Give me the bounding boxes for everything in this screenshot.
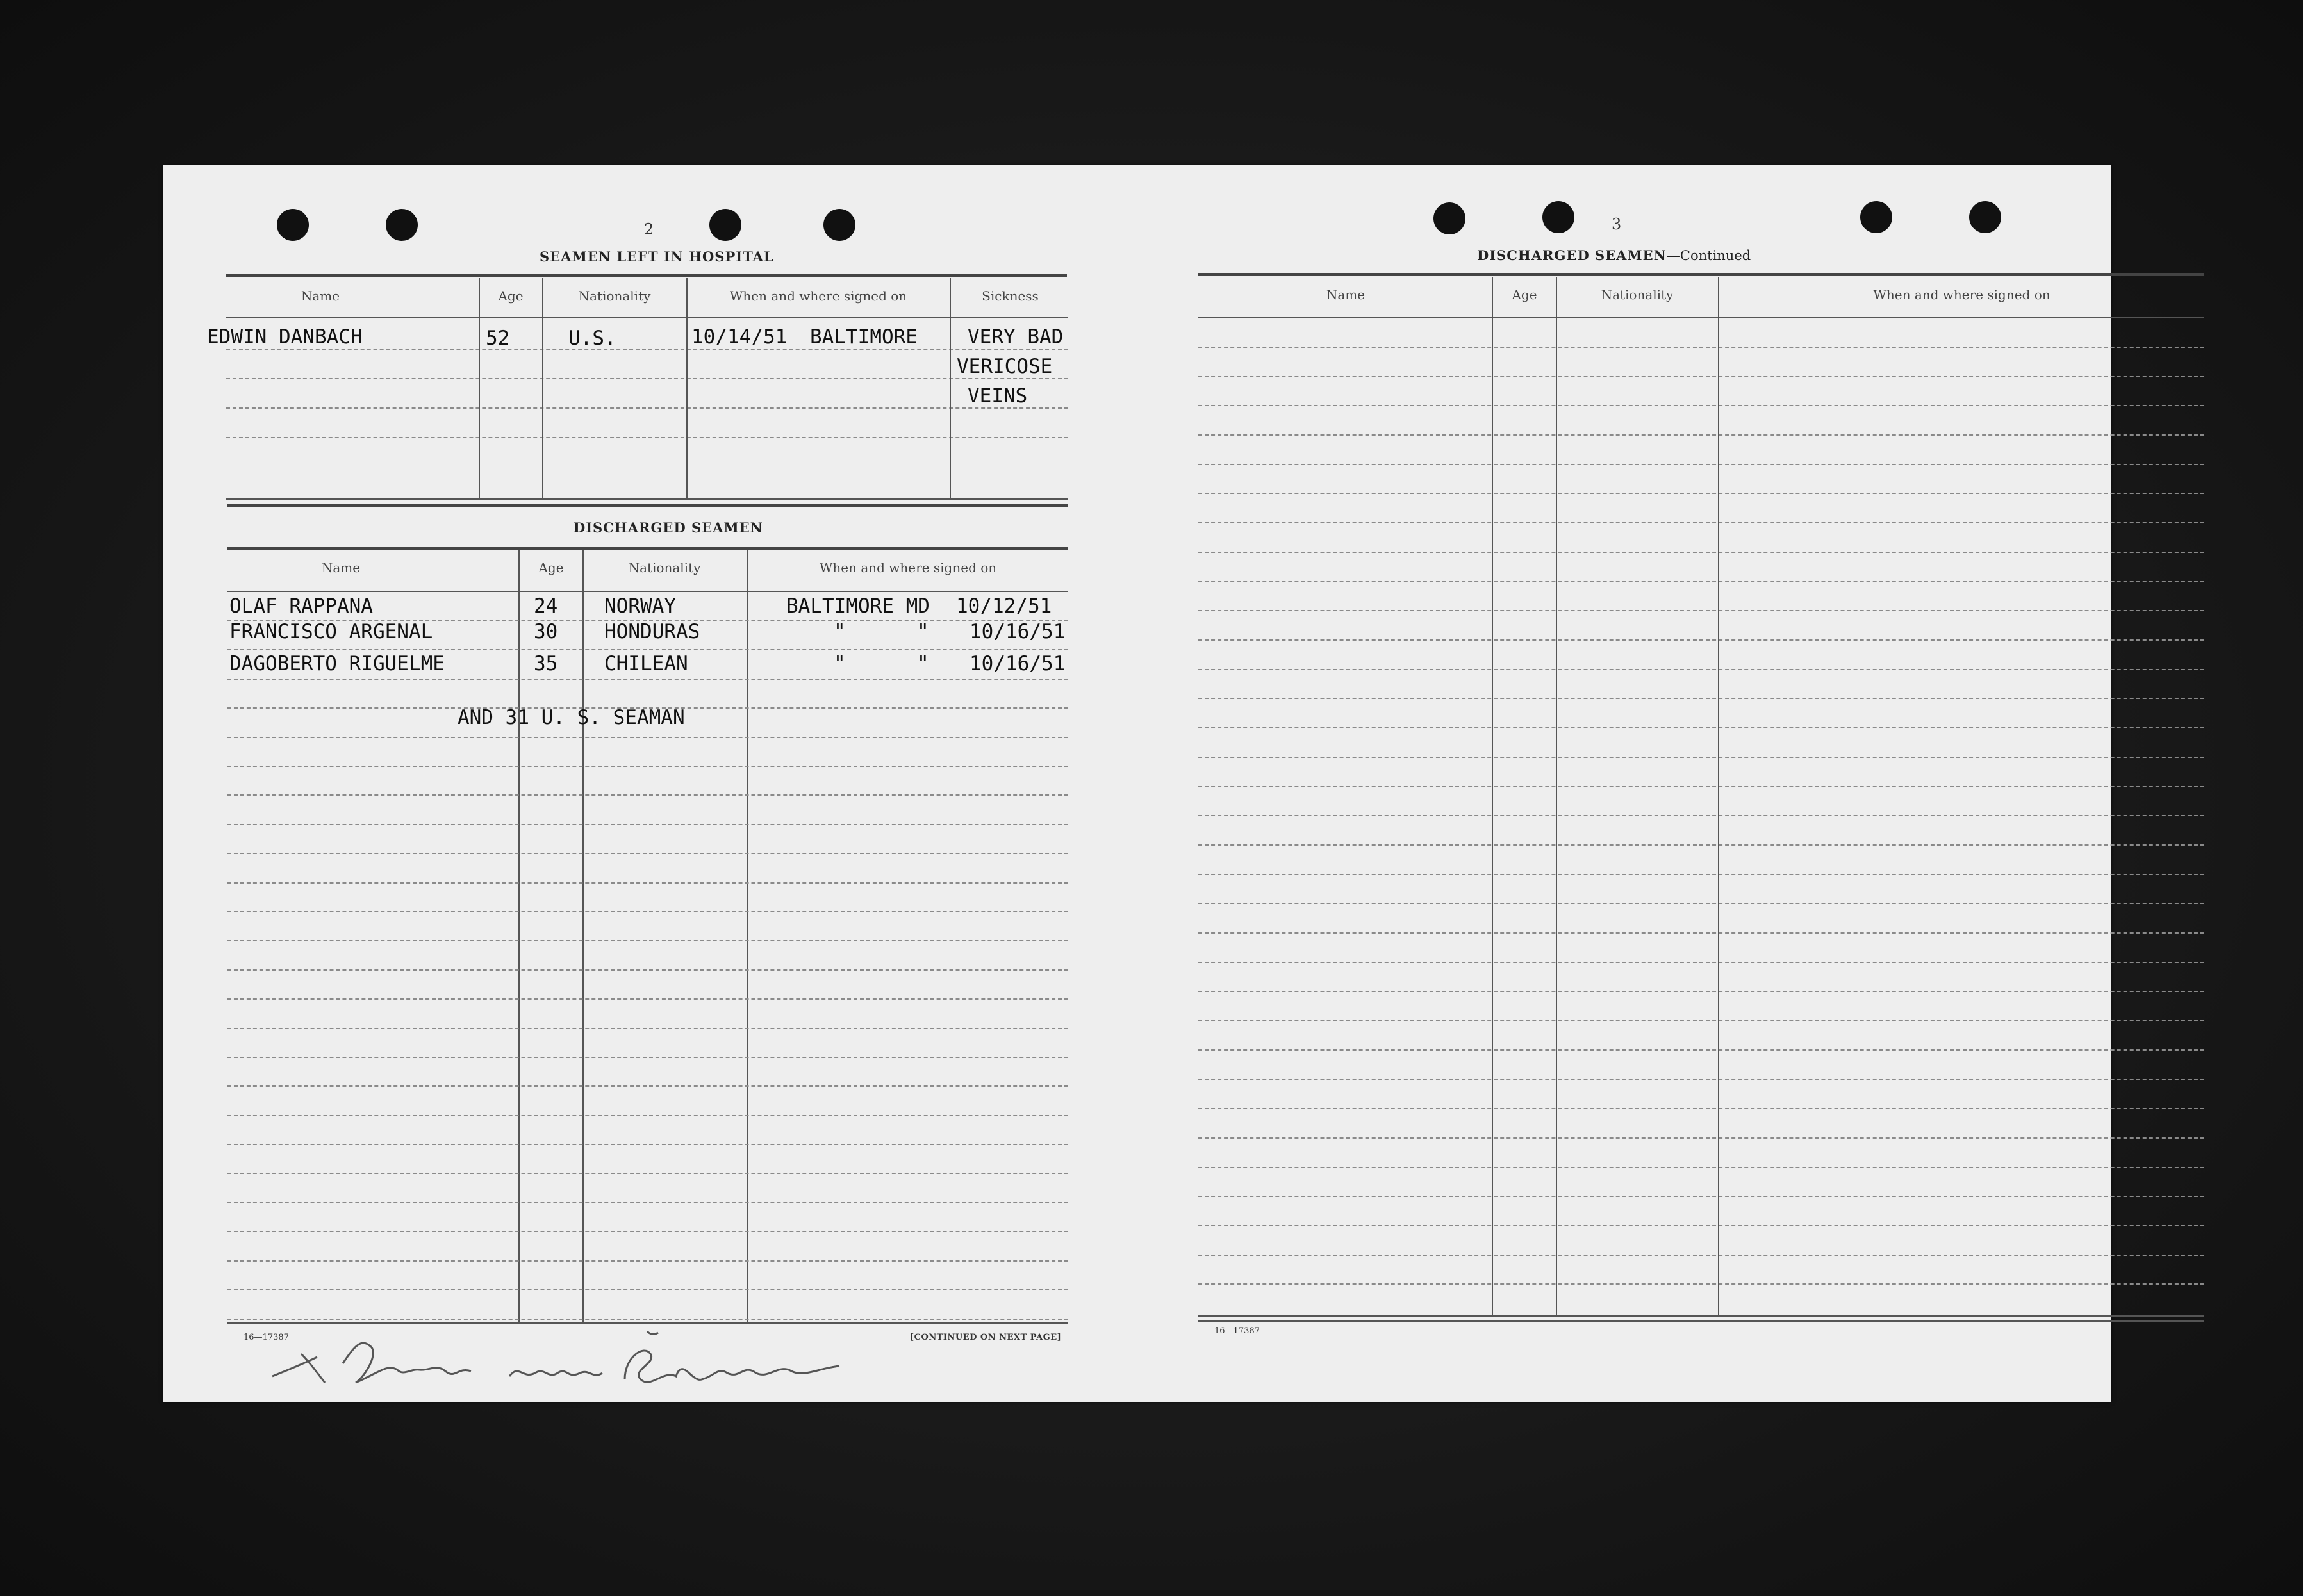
punch-hole (277, 209, 309, 241)
rule (1198, 317, 2204, 318)
row-line (227, 1085, 1068, 1087)
col-divider (582, 550, 584, 1322)
row-line (1198, 727, 2204, 728)
row-line (227, 853, 1068, 854)
continued-title-main: DISCHARGED SEAMEN (1477, 247, 1667, 263)
hospital-sickness-2: VERICOSE (957, 355, 1053, 378)
discharged-note: AND 31 U. S. SEAMAN (458, 706, 685, 729)
punch-hole (709, 209, 741, 241)
row-line (1198, 786, 2204, 787)
row-line (227, 911, 1068, 912)
page-number: 2 (644, 220, 654, 238)
punch-hole (1969, 201, 2001, 233)
row-line (227, 620, 1068, 621)
rule (226, 317, 1068, 318)
row-line (1198, 1137, 2204, 1139)
punch-hole (386, 209, 418, 241)
col-divider (1492, 277, 1493, 1315)
hospital-age: 52 (486, 327, 510, 350)
rule (227, 547, 1068, 550)
punch-hole (1860, 201, 1892, 233)
row-line (1198, 552, 2204, 553)
ditto-mark: " (834, 620, 846, 643)
punch-hole (1542, 201, 1574, 233)
row-line (1198, 903, 2204, 904)
row-line (226, 378, 1068, 379)
row-line (1198, 669, 2204, 670)
hospital-sickness-3: VEINS (968, 384, 1028, 407)
row-line (227, 1028, 1068, 1029)
row-line (227, 1173, 1068, 1174)
row-line (227, 998, 1068, 1000)
row-line (1198, 844, 2204, 846)
row-line (227, 1260, 1068, 1262)
row-line (1198, 962, 2204, 963)
row-line (227, 1144, 1068, 1145)
hospital-date: 10/14/51 (691, 325, 788, 349)
row-line (1198, 1020, 2204, 1021)
continued-note: [CONTINUED ON NEXT PAGE] (910, 1333, 1062, 1342)
col-head-signed-on: When and where signed on (1873, 287, 2051, 302)
ditto-mark: " (917, 620, 929, 643)
row-line (227, 1319, 1068, 1320)
discharged-name: OLAF RAPPANA (229, 595, 373, 618)
rule (226, 274, 1067, 277)
discharged-place: BALTIMORE MD (786, 595, 930, 618)
discharged-age: 24 (534, 595, 558, 618)
col-head-age: Age (538, 560, 564, 575)
hospital-place: BALTIMORE (810, 325, 918, 349)
col-head-age: Age (1512, 287, 1537, 302)
row-line (1198, 1049, 2204, 1051)
row-line (227, 1057, 1068, 1058)
col-head-age: Age (498, 288, 524, 304)
row-line (1198, 1225, 2204, 1226)
row-line (227, 679, 1068, 680)
row-line (227, 940, 1068, 941)
row-line (1198, 639, 2204, 641)
row-line (1198, 376, 2204, 377)
hospital-nationality: U.S. (568, 327, 616, 350)
row-line (1198, 1196, 2204, 1197)
col-divider (686, 278, 688, 498)
discharged-nationality: NORWAY (604, 595, 676, 618)
col-head-nationality: Nationality (578, 288, 651, 304)
discharged-nationality: HONDURAS (604, 620, 700, 643)
row-line (227, 737, 1068, 738)
hospital-section-title: SEAMEN LEFT IN HOSPITAL (540, 249, 774, 265)
discharged-age: 35 (534, 652, 558, 675)
rule (1198, 273, 2204, 276)
form-number: 16—17387 (244, 1333, 289, 1342)
col-divider (950, 278, 951, 498)
row-line (1198, 932, 2204, 934)
rule (1198, 1315, 2204, 1317)
row-line (226, 437, 1068, 438)
discharged-name: DAGOBERTO RIGUELME (229, 652, 445, 675)
row-line (1198, 815, 2204, 816)
row-line (1198, 405, 2204, 406)
discharged-section-title: DISCHARGED SEAMEN (574, 520, 763, 536)
col-head-nationality: Nationality (628, 560, 701, 575)
row-line (227, 707, 1068, 709)
rule (227, 591, 1068, 592)
row-line (1198, 493, 2204, 494)
col-head-signed-on: When and where signed on (819, 560, 997, 575)
hospital-name: EDWIN DANBACH (207, 325, 363, 349)
row-line (1198, 698, 2204, 699)
col-divider (1556, 277, 1557, 1315)
col-head-signed-on: When and where signed on (729, 288, 907, 304)
row-line (1198, 1108, 2204, 1109)
row-line (227, 824, 1068, 825)
row-line (226, 407, 1068, 409)
row-line (1198, 991, 2204, 992)
row-line (1198, 434, 2204, 436)
discharged-nationality: CHILEAN (604, 652, 688, 675)
row-line (1198, 581, 2204, 582)
form-number: 16—17387 (1214, 1326, 1260, 1336)
punch-hole (823, 209, 855, 241)
continued-section-title (1477, 247, 1751, 263)
col-divider (1718, 277, 1719, 1315)
document-sheet (163, 165, 2111, 1402)
row-line (1198, 610, 2204, 611)
handwritten-note (266, 1319, 920, 1402)
page-number: 3 (1612, 215, 1622, 233)
row-line (227, 766, 1068, 767)
hospital-sickness-1: VERY BAD (968, 325, 1064, 349)
punch-hole (1433, 202, 1465, 234)
row-line (227, 882, 1068, 884)
row-line (227, 1289, 1068, 1290)
row-line (1198, 522, 2204, 523)
row-line (227, 794, 1068, 796)
row-line (226, 349, 1068, 350)
row-line (1198, 1079, 2204, 1080)
discharged-name: FRANCISCO ARGENAL (229, 620, 433, 643)
continued-title-suffix: —Continued (1666, 248, 1751, 263)
row-line (1198, 1255, 2204, 1256)
row-line (1198, 874, 2204, 875)
col-head-sickness: Sickness (982, 288, 1039, 304)
row-line (1198, 757, 2204, 758)
col-divider (479, 278, 480, 498)
col-head-nationality: Nationality (1601, 287, 1674, 302)
col-head-name: Name (301, 288, 340, 304)
row-line (227, 649, 1068, 650)
ditto-mark: " (917, 652, 929, 675)
row-line (227, 1231, 1068, 1232)
rule (227, 504, 1068, 507)
col-head-name: Name (1326, 287, 1366, 302)
col-divider (542, 278, 543, 498)
discharged-date: 10/12/51 (956, 595, 1052, 618)
row-line (1198, 1283, 2204, 1285)
rule (226, 498, 1068, 500)
row-line (1198, 464, 2204, 465)
row-line (227, 969, 1068, 971)
col-divider (518, 550, 520, 1322)
discharged-age: 30 (534, 620, 558, 643)
row-line (1198, 1167, 2204, 1168)
col-divider (747, 550, 748, 1322)
row-line (227, 1202, 1068, 1203)
row-line (1198, 347, 2204, 348)
ditto-mark: " (834, 652, 846, 675)
discharged-date: 10/16/51 (970, 620, 1066, 643)
row-line (227, 1115, 1068, 1116)
col-head-name: Name (321, 560, 361, 575)
rule (1198, 1320, 2204, 1322)
discharged-date: 10/16/51 (970, 652, 1066, 675)
